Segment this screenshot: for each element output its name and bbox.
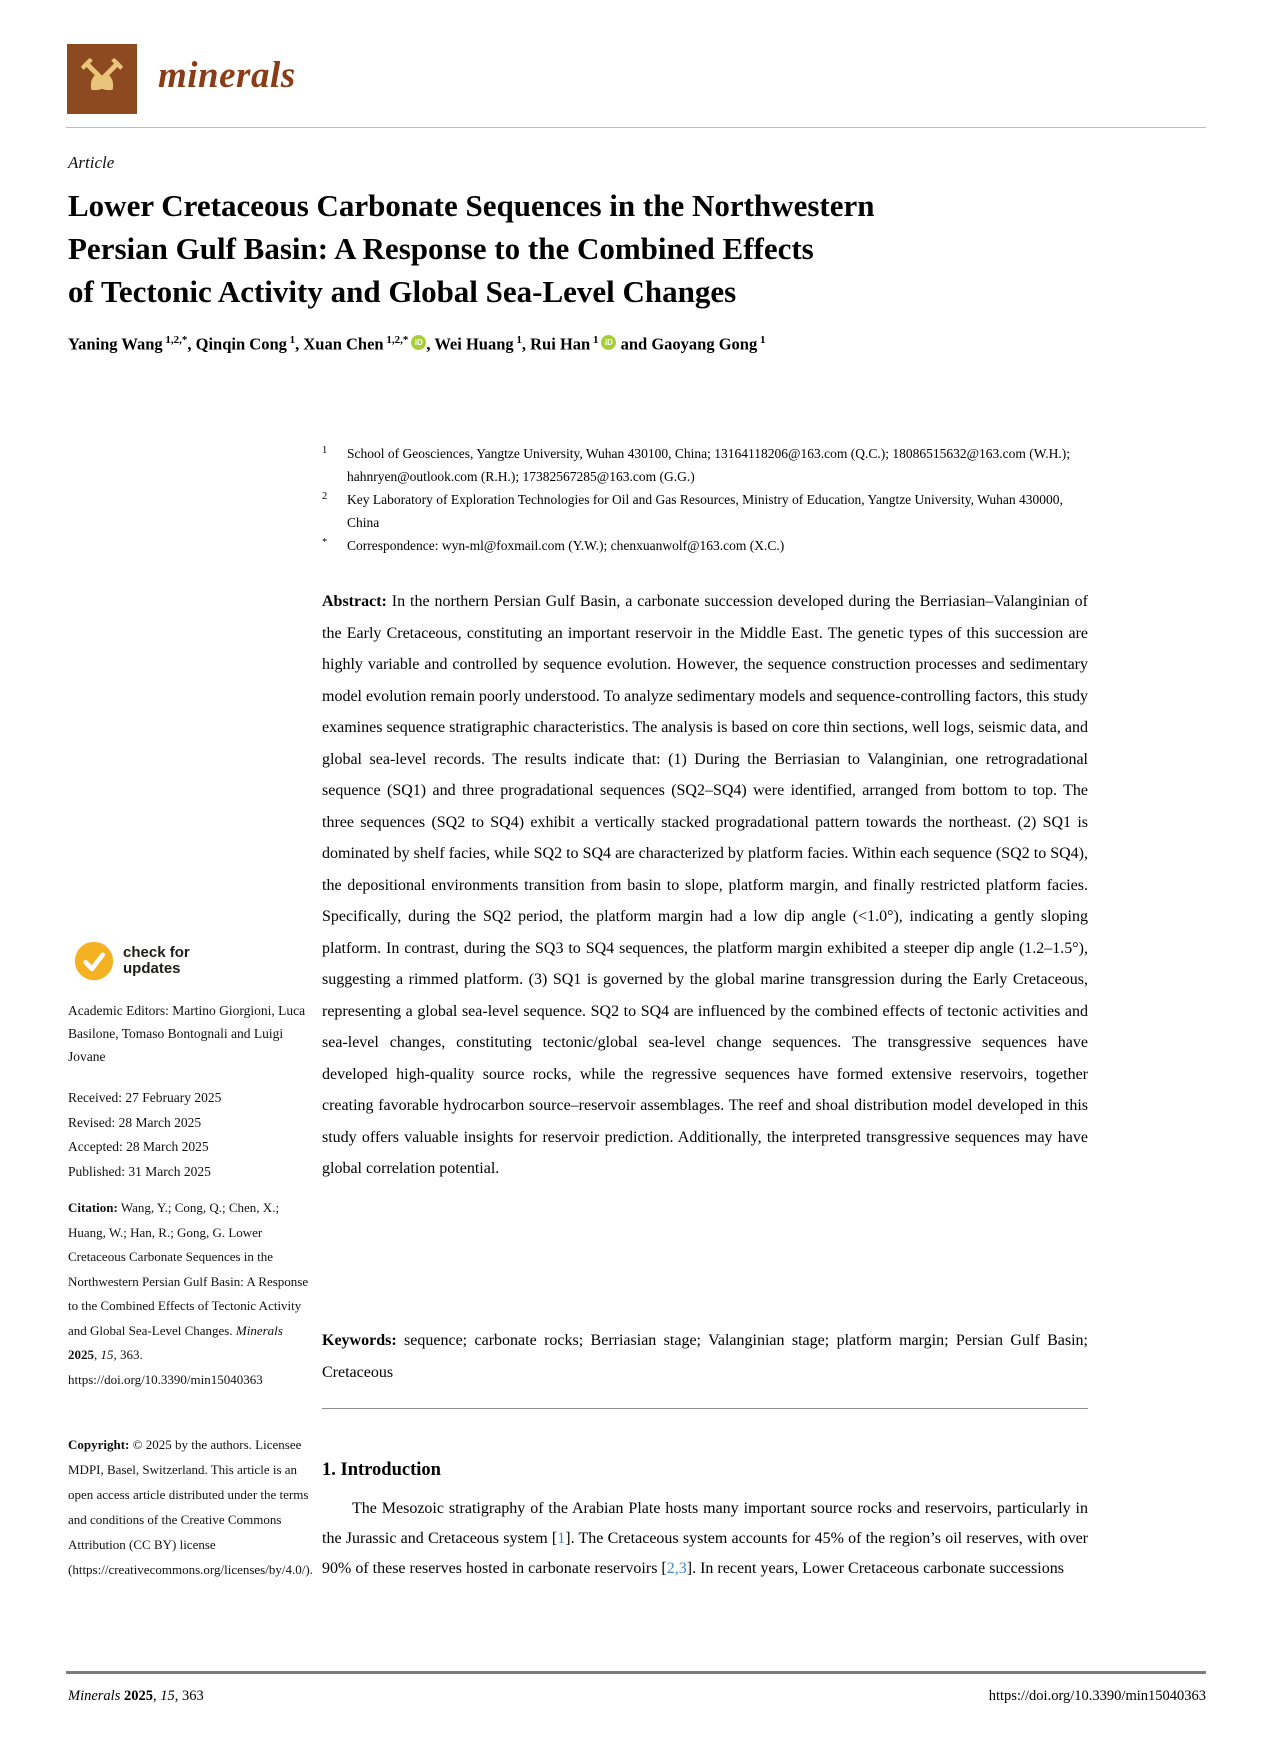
author-affiliation-sup: 1 [513,334,522,346]
article-type-label: Article [68,153,115,172]
author-affiliation-sup: 1 [590,334,599,346]
author-affiliation-sup: 1,2,* [162,334,188,346]
section-divider [322,1408,1088,1409]
citation-part: , [94,1347,101,1362]
title-line: Persian Gulf Basin: A Response to the Combined Effects [68,231,814,266]
badge-line1: check for [123,943,190,961]
citation-part: 2025 [68,1347,94,1362]
author-name: Wei Huang [434,334,514,354]
date-item: Revised: 28 March 2025 [68,1114,202,1130]
affiliation-marker: 1 [322,445,328,456]
footer-divider [66,1671,1206,1674]
affiliation-text: School of Geosciences, Yangtze University, Wuhan 430100, China; 13164118206@163.com (Q.C.); 18086515632@163.com (W.H.); hahnryen@outlook.com (R.H.); 17382567285@163.com (G.G.) [347,446,1070,484]
footer-ref-part: Minerals [68,1688,121,1704]
author-name: Xuan Chen [303,334,384,354]
footer-journal-ref [68,1688,204,1705]
author-affiliation-sup: 1 [286,334,296,346]
affiliation-item [322,488,1092,534]
check-for-updates-badge[interactable] [74,941,190,981]
affiliation-marker: 2 [322,491,328,502]
author-affiliation-sup: 1,2,* [383,334,409,346]
abstract-label: Abstract: [322,593,387,610]
copyright-block: Copyright: © 2025 by the authors. Licensee MDPI, Basel, Switzerland. This article is an open access article distributed under the terms and conditions of the Creative Commons Attribution (CC BY) license (https://creativecommons.org/licenses/by/4.0/). [68,1437,313,1577]
section-heading-introduction: 1. Introduction [322,1460,441,1480]
affiliation-list [322,442,1092,557]
citation-part: 15 [100,1347,114,1362]
orcid-icon[interactable]: iD [601,335,616,350]
citation-label: Citation: [68,1200,118,1215]
citation-part: Minerals [235,1322,283,1338]
citation-part: , 363. [113,1347,143,1362]
header-divider [66,127,1206,128]
minerals-logo[interactable] [67,44,137,114]
author-name: Qinqin Cong [195,334,287,354]
citation-ref-link[interactable]: 1 [557,1530,566,1547]
affiliation-text: Correspondence: wyn-ml@foxmail.com (Y.W.); chenxuanwolf@163.com (X.C.) [347,538,785,553]
title-line: of Tectonic Activity and Global Sea-Level Changes [68,274,737,309]
keywords-text: sequence; carbonate rocks; Berriasian stage; Valanginian stage; platform margin; Persian Gulf Basin; Cretaceous [322,1332,1089,1381]
affiliation-item [322,534,1092,557]
copyright-label: Copyright: [68,1437,130,1452]
author-list: Yaning Wang $^{1,2,*}$, Qinqin Cong $^1$, Xuan Chen $^{1,2,*}$ iD , Wei Huang $^1$, Rui Han $^1$ iD and Gaoyang Gong $^1$ [68,334,766,354]
citation-ref-link[interactable]: 2,3 [666,1560,687,1577]
check-for-updates-label [123,945,190,978]
keywords-label: Keywords: [322,1332,397,1349]
date-item: Received: 27 February 2025 [68,1090,222,1105]
date-item: Published: 31 March 2025 [68,1163,211,1179]
abstract-text: In the northern Persian Gulf Basin, a carbonate succession developed during the Berriasian–Valanginian of the Early Cretaceous, constituting an important reservoir in the Middle East. The genetic types of this succession are highly variable and controlled by sequence evolution. However, the sequence construction processes and sedimentary model evolution remain poorly understood. To analyze sedimentary models and sequence-controlling factors, this study examines sequence stratigraphic characteristics. The analysis is based on core thin sections, well logs, seismic data, and global sea-level records. The results indicate that: (1) During the Berriasian to Valanginian, one retrogradational sequence (SQ1) and three progradational sequences (SQ2–SQ4) were identified, arranged from bottom to top. The three sequences (SQ2 to SQ4) exhibit a vertically stacked progradational pattern towards the northeast. (2) SQ1 is dominated by shelf facies, while SQ2 to SQ4 are characterized by platform facies. Within each sequence (SQ2 to SQ4), the depositional environments transition from basin to slope, platform margin, and finally restricted platform facies. Specifically, during the SQ2 period, the platform margin had a low dip angle (<1.0°), indicating a gently sloping platform. In contrast, during the SQ3 to SQ4 sequences, the platform margin exhibited a steeper dip angle (1.2–1.5°), suggesting a rimmed platform. (3) SQ1 is governed by the global marine transgression during the Early Cretaceous, representing a global sea-level sequence. SQ2 to SQ4 are influenced by the combined effects of tectonic activities and sea-level changes, constituting tectonic/global sea-level change sequences. The transgressive sequences have developed high-quality source rocks, while the regressive sequences have formed extensive reservoirs, together creating favorable hydrocarbon source–reservoir assemblages. The reef and shoal distribution model developed in this study offers valuable insights for reservoir prediction. Additionally, the interpreted transgressive sequences may have global correlation potential. [322,593,1089,1177]
dates-list [68,1086,310,1184]
academic-editors: Academic Editors: Martino Giorgioni, Luca Basilone, Tomaso Bontognali and Luigi Jovane [68,1003,306,1064]
date-item: Accepted: 28 March 2025 [68,1139,209,1154]
orcid-icon[interactable]: iD [411,335,426,350]
abstract [322,586,1088,1185]
footer-ref-part: 15 [160,1688,175,1704]
footer-ref-part: , 363 [174,1688,204,1704]
badge-line2: updates [123,960,181,977]
intro-paragraph: The Mesozoic stratigraphy of the Arabian Plate hosts many important source rocks and reservoirs, particularly in the Jurassic and Cretaceous system [1]. The Cretaceous system accounts for 45% of the region’s oil reserves, with over 90% of these reserves hosted in carbonate reservoirs [2,3]. In recent years, Lower Cretaceous carbonate successions [322,1500,1089,1577]
citation-part: https://doi.org/10.3390/min15040363 [68,1371,263,1387]
article-title [68,184,1058,313]
affiliation-text: Key Laboratory of Exploration Technologies for Oil and Gas Resources, Ministry of Education, Yangtze University, Wuhan 430000, China [347,492,1063,530]
author-name: Rui Han [530,334,591,354]
author-affiliation-sup: 1 [757,334,766,346]
citation-block [68,1196,310,1392]
journal-name: minerals [158,55,296,96]
affiliation-item [322,442,1092,488]
footer-doi[interactable]: https://doi.org/10.3390/min15040363 [988,1688,1206,1704]
citation-part: Wang, Y.; Cong, Q.; Chen, X.; Huang, W.; Han, R.; Gong, G. Lower Cretaceous Carbonate Sequences in the Northwestern Persian Gulf Basin: A Response to the Combined Effects of Tectonic Activity and Global Sea-Level Changes. [68,1200,309,1338]
keywords [322,1325,1088,1388]
title-line: Lower Cretaceous Carbonate Sequences in the Northwestern [68,188,875,223]
check-circle-icon [74,941,114,981]
footer-ref-part: 2025 [123,1688,153,1704]
author-name: Gaoyang Gong [651,334,758,354]
crossed-shovels-icon [75,52,129,106]
author-name: Yaning Wang [68,334,163,354]
affiliation-marker: * [322,537,328,548]
footer-ref-part: , [152,1688,161,1704]
